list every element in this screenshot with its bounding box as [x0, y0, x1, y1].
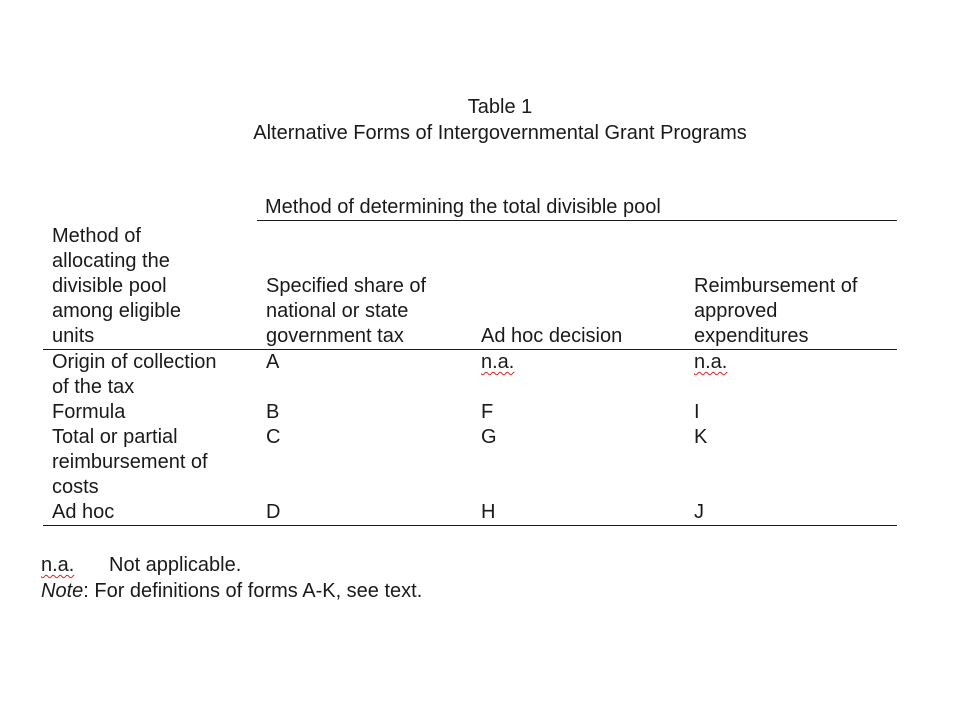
table-title: Alternative Forms of Intergovernmental Grant Programs	[253, 122, 747, 144]
table-cell: D	[266, 501, 281, 523]
stub-header-line: Method of	[52, 225, 141, 247]
row-label: Origin of collection	[52, 351, 217, 373]
table-number: Table 1	[467, 96, 533, 118]
row-label: reimbursement of	[52, 451, 208, 473]
footnote-text: Not applicable.	[109, 554, 242, 576]
note-label: Note	[41, 580, 84, 602]
stub-header-line: allocating the	[52, 250, 170, 272]
row-label: Total or partial	[52, 426, 178, 448]
spanning-header: Method of determining the total divisible pool	[265, 196, 661, 218]
column-header-line: Ad hoc decision	[481, 325, 623, 347]
table-cell: C	[266, 426, 281, 448]
bottom-rule	[43, 525, 897, 526]
row-label: costs	[52, 476, 99, 498]
table-cell: K	[694, 426, 708, 448]
footnote-note	[41, 579, 422, 604]
row-label: Ad hoc	[52, 501, 115, 523]
stub-header-line: divisible pool	[52, 275, 167, 297]
table-cell: F	[481, 401, 494, 423]
column-header-line: expenditures	[694, 325, 809, 347]
column-header-line: Reimbursement of	[694, 275, 858, 297]
table-cell: G	[481, 426, 497, 448]
stub-header-line: among eligible	[52, 300, 181, 322]
table-cell: B	[266, 401, 280, 423]
spanning-header-rule	[257, 220, 897, 221]
footnote-abbrev: n.a.	[41, 554, 75, 576]
table-cell: A	[266, 351, 280, 373]
row-label: of the tax	[52, 376, 135, 398]
table-cell: n.a.	[694, 351, 728, 373]
table-cell: H	[481, 501, 496, 523]
table-cell: n.a.	[481, 351, 515, 373]
column-header-line: national or state	[266, 300, 409, 322]
table-cell: I	[694, 401, 700, 423]
column-header-line: Specified share of	[266, 275, 427, 297]
column-header-line: approved	[694, 300, 778, 322]
row-label: Formula	[52, 401, 126, 423]
table-cell: J	[694, 501, 704, 523]
column-header-line: government tax	[266, 325, 404, 347]
note-text: : For definitions of forms A-K, see text.	[83, 580, 423, 602]
stub-header-line: units	[52, 325, 95, 347]
